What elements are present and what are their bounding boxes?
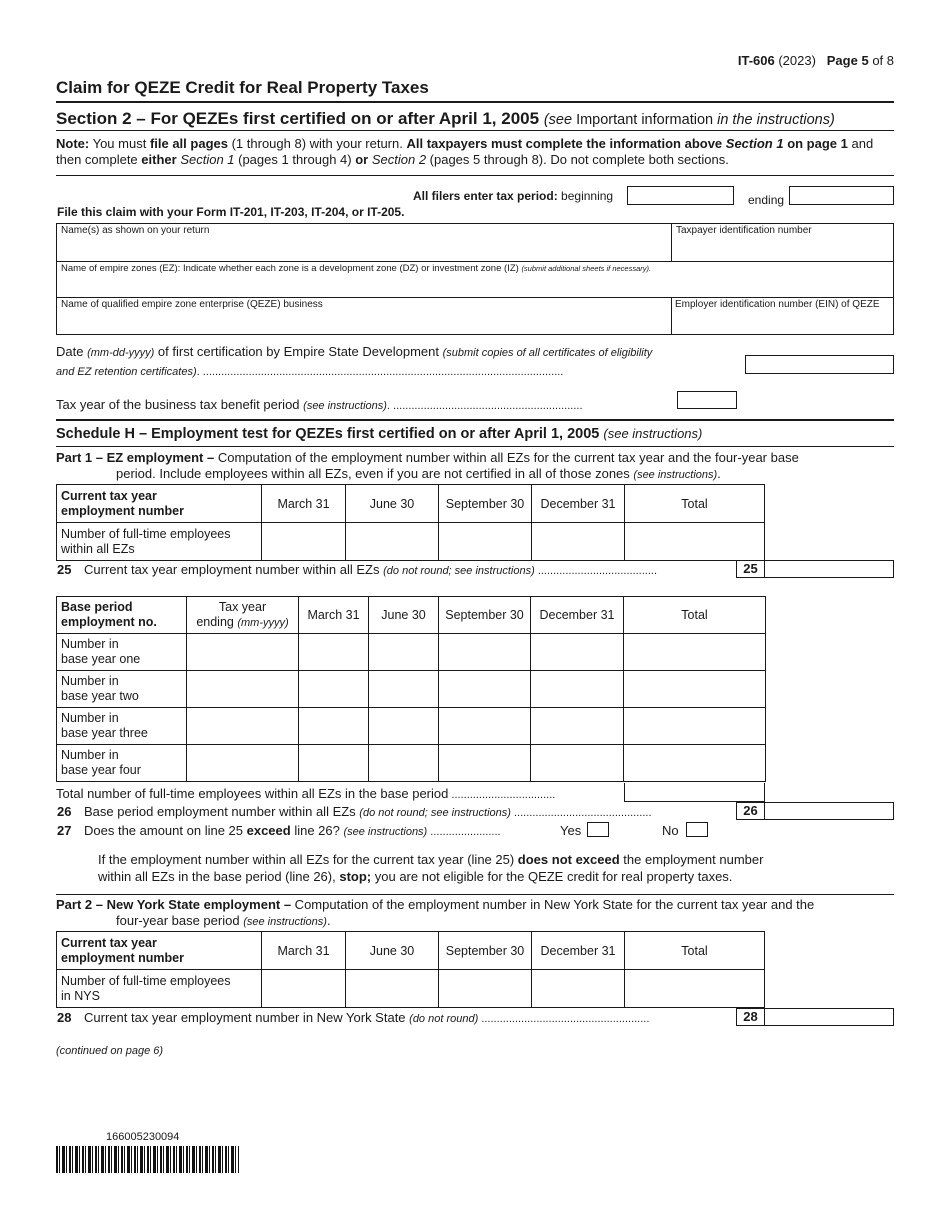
line27-no-checkbox[interactable] [686,822,708,837]
line27-yes-checkbox[interactable] [587,822,609,837]
continued-note: (continued on page 6) [56,1045,164,1057]
base-year-two-q4-cell[interactable] [531,671,624,708]
tax-year-ending-head: Tax year ending (mm-yyyy) [187,597,299,634]
base-year-two-label: Number in base year two [57,671,187,708]
note-rule [56,175,894,176]
nys-current-q1-cell[interactable] [262,970,346,1008]
nys-current-q2-cell[interactable] [346,970,439,1008]
ez-current-head: Current tax year employment number [57,485,262,523]
base-year-two-ending-cell[interactable] [187,671,299,708]
base-year-one-label: Number in base year one [57,634,187,671]
base-year-three-q3-cell[interactable] [439,708,531,745]
title-rule [56,101,894,103]
nys-current-table [56,931,765,1008]
total-base-text: Total number of full-time employees within all EZs in the base period .................................. [56,786,556,801]
base-year-four-q2-cell[interactable] [369,745,439,782]
ez-names-label: Name of empire zones (EZ): Indicate whether each zone is a development zone (DZ) or investment zone (IZ) (submit additional sheets if necessary). [61,263,652,274]
section-see-open: (see [543,112,573,128]
base-year-four-q3-cell[interactable] [439,745,531,782]
line25-text: Current tax year employment number within all EZs (do not round; see instructions) ....................................... [84,562,658,577]
base-year-one-q1-cell[interactable] [299,634,369,671]
line26-box-number: 26 [737,803,765,819]
note-label: Note: [56,136,90,151]
section-see-mid: Important information [576,112,714,128]
base-year-three-q4-cell[interactable] [531,708,624,745]
tax-year-input[interactable] [677,391,737,409]
nys-q4-head: December 31 [532,932,625,970]
form-year: (2023) [778,53,816,68]
nys-q3-head: September 30 [439,932,532,970]
form-id: IT-606 [737,53,775,68]
base-head: Base period employment no. [57,597,187,634]
total-base-input[interactable] [624,783,765,802]
qeze-name-field[interactable] [56,297,672,335]
line25-amount-input[interactable] [736,560,894,578]
period-beginning-input[interactable] [627,186,734,205]
line28-box-number: 28 [737,1009,765,1025]
base-year-three-ending-cell[interactable] [187,708,299,745]
line25-box-number: 25 [737,561,765,577]
tax-year-text: Tax year of the business tax benefit period (see instructions). .............................................................. [56,397,583,412]
barcode-number: 166005230094 [106,1131,180,1143]
stop-note: If the employment number within all EZs for the current tax year (line 25) does not exceed the employment number within all EZs in the base period (line 26), stop; you are not eligible for the QEZE credit for real property taxes. [98,852,764,884]
tax-period-ending-label: ending [748,193,785,207]
base-year-three-q1-cell[interactable] [299,708,369,745]
nys-current-total-cell[interactable] [625,970,765,1008]
ez-current-table [56,484,765,561]
ez-q1-head: March 31 [262,485,346,523]
base-q1-head: March 31 [299,597,369,634]
schedule-h-heading: Schedule H – Employment test for QEZEs first certified on or after April 1, 2005 (see instructions) [56,426,703,442]
ein-field[interactable] [671,297,894,335]
barcode-image [56,1146,239,1173]
ez-names-field[interactable] [56,261,894,298]
base-year-four-ending-cell[interactable] [187,745,299,782]
names-field[interactable] [56,223,672,262]
section-heading [56,109,835,129]
schedule-rule [56,419,894,421]
base-year-four-q1-cell[interactable] [299,745,369,782]
ez-q2-head: June 30 [346,485,439,523]
base-total-head: Total [624,597,766,634]
nys-current-row-label: Number of full-time employees in NYS [57,970,262,1008]
tin-field[interactable] [671,223,894,262]
base-year-four-q4-cell[interactable] [531,745,624,782]
tin-field-label: Taxpayer identification number [676,225,812,236]
ez-current-total-cell[interactable] [625,523,765,561]
page-header [738,53,894,68]
cert-date-input[interactable] [745,355,894,374]
file-with-text: File this claim with your Form IT-201, IT-203, IT-204, or IT-205. [57,205,405,219]
ez-current-q2-cell[interactable] [346,523,439,561]
period-ending-input[interactable] [789,186,894,205]
page-label: Page 5 [826,53,869,68]
ez-q3-head: September 30 [439,485,532,523]
base-year-one-total-cell[interactable] [624,634,766,671]
base-year-one-ending-cell[interactable] [187,634,299,671]
section-rule [56,130,894,131]
base-year-three-label: Number in base year three [57,708,187,745]
base-year-two-q1-cell[interactable] [299,671,369,708]
base-year-four-total-cell[interactable] [624,745,766,782]
base-year-one-q3-cell[interactable] [439,634,531,671]
page-of: of 8 [872,53,894,68]
line25-number: 25 [57,562,72,577]
line26-amount-input[interactable] [736,802,894,820]
tax-period-label: All filers enter tax period: beginning [413,189,614,203]
base-year-four-label: Number in base year four [57,745,187,782]
base-year-three-q2-cell[interactable] [369,708,439,745]
line28-text: Current tax year employment number in New York State (do not round) ....................................................... [84,1010,650,1025]
base-year-two-q2-cell[interactable] [369,671,439,708]
ez-current-row-label: Number of full-time employees within all EZs [57,523,262,561]
ez-q4-head: December 31 [532,485,625,523]
ez-current-q1-cell[interactable] [262,523,346,561]
part2-rule [56,894,894,895]
base-year-one-q2-cell[interactable] [369,634,439,671]
nys-current-head: Current tax year employment number [57,932,262,970]
ez-base-table [56,596,766,782]
note-paragraph: Note: You must file all pages (1 through 8) with your return. All taxpayers must complete the information above Section 1 on page 1 and then complete either Section 1 (pages 1 through 4) or Section 2 (pages 5 through 8). Do not complete both sections. [56,136,874,167]
nys-current-q3-cell[interactable] [439,970,532,1008]
section-heading-text: Section 2 – For QEZEs first certified on or after April 1, 2005 [56,109,540,128]
base-year-two-q3-cell[interactable] [439,671,531,708]
base-year-two-total-cell[interactable] [624,671,766,708]
nys-q1-head: March 31 [262,932,346,970]
nys-q2-head: June 30 [346,932,439,970]
form-title: Claim for QEZE Credit for Real Property Taxes [56,78,429,97]
line28-number: 28 [57,1010,72,1025]
line27-no-label: No [662,823,679,838]
qeze-name-label: Name of qualified empire zone enterprise (QEZE) business [61,299,323,310]
nys-current-q4-cell[interactable] [532,970,625,1008]
base-q2-head: June 30 [369,597,439,634]
ez-current-q4-cell[interactable] [532,523,625,561]
line26-number: 26 [57,804,72,819]
part1-description: Part 1 – EZ employment – Computation of the employment number within all EZs for the current tax year and the four-year base period. Include employees within all EZs, even if you are not certified in all of those zones (see instructions). [56,450,799,481]
date-cert-text: Date (mm-dd-yyyy) of first certification by Empire State Development (submit copies of all certificates of eligibility and EZ retention certificates). ...................................................................................................................... [56,344,653,378]
nys-total-head: Total [625,932,765,970]
ez-current-q3-cell[interactable] [439,523,532,561]
part2-description: Part 2 – New York State employment – Computation of the employment number in New York State for the current tax year and the four-year base period (see instructions). [56,897,815,928]
ez-total-head: Total [625,485,765,523]
names-field-label: Name(s) as shown on your return [61,225,210,236]
base-q3-head: September 30 [439,597,531,634]
section-see-close: in the instructions) [717,112,835,128]
line26-text: Base period employment number within all EZs (do not round; see instructions) ............................................. [84,804,652,819]
line27-yes-label: Yes [560,823,582,838]
ein-field-label: Employer identification number (EIN) of QEZE [675,299,880,310]
schedule-h-rule [56,446,894,447]
base-year-three-total-cell[interactable] [624,708,766,745]
base-year-one-q4-cell[interactable] [531,634,624,671]
line27-text: Does the amount on line 25 exceed line 26? (see instructions) ....................... [84,823,501,838]
line28-amount-input[interactable] [736,1008,894,1026]
line27-number: 27 [57,823,72,838]
base-q4-head: December 31 [531,597,624,634]
